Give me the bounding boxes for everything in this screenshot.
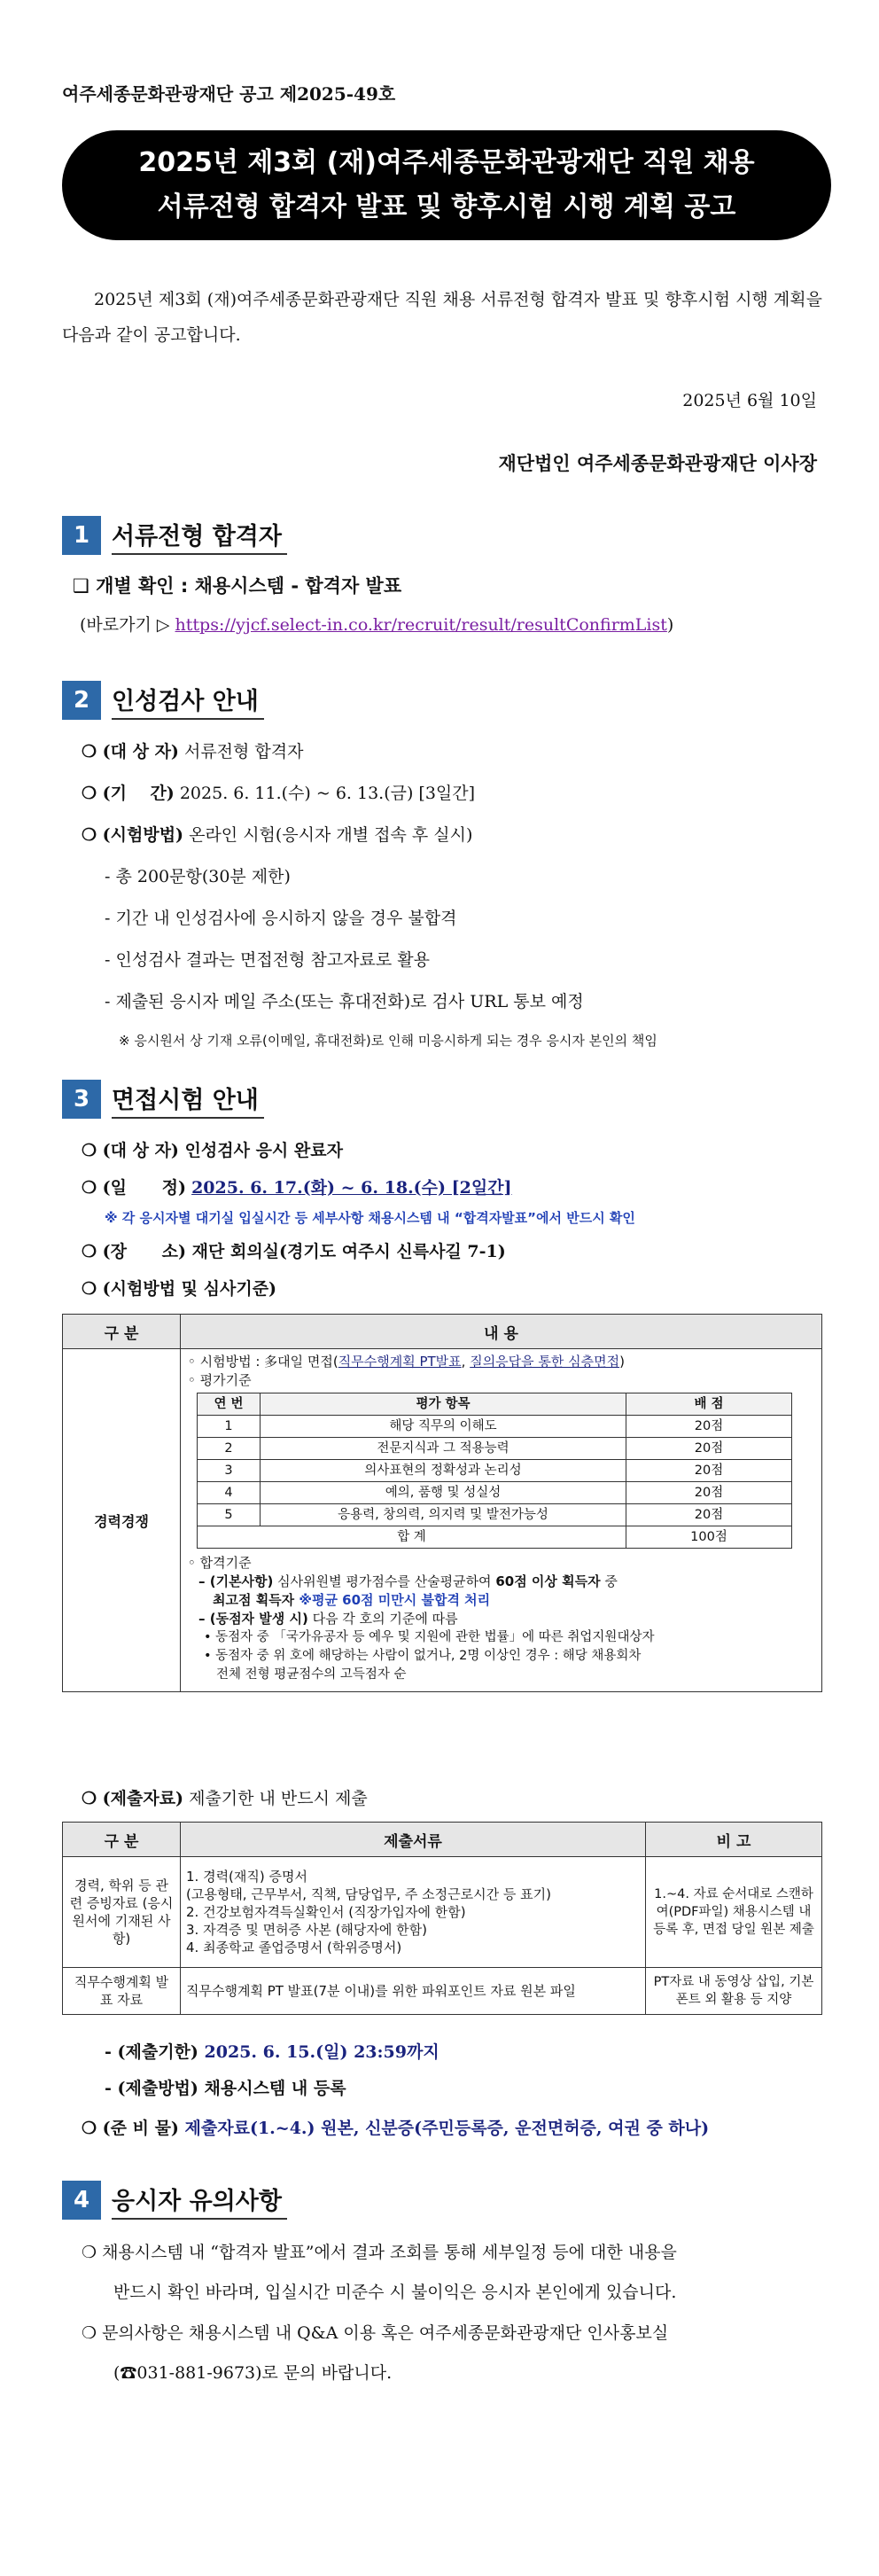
header-category: 구 분 xyxy=(63,1823,181,1857)
interview-method-heading: ❍ (시험방법 및 심사기준) xyxy=(82,1279,277,1299)
value: 인성검사 응시 완료자 xyxy=(178,1141,343,1160)
section-number: 1 xyxy=(62,516,101,555)
test-bullet: - 총 200문항(30분 제한) xyxy=(105,867,291,886)
section-number: 4 xyxy=(62,2181,101,2220)
title-line-1: 2025년 제3회 (재)여주세종문화관광재단 직원 채용 xyxy=(138,147,755,178)
notice-1a: ❍ 채용시스템 내 “합격자 발표”에서 결과 조회를 통해 세부일정 등에 대한 내용을 xyxy=(82,2243,677,2262)
table-row: 2 전문지식과 그 적용능력 20점 xyxy=(198,1438,792,1460)
label: - (제출방법) xyxy=(105,2079,198,2098)
shortcut-line xyxy=(80,612,673,636)
section-4-heading xyxy=(62,2181,287,2220)
interview-date-note: ※ 각 응시자별 대기실 입실시간 등 세부사항 채용시스템 내 “합격자발표”에서 반드시 확인 xyxy=(105,1210,635,1226)
shortcut-suffix: ) xyxy=(666,615,674,635)
table-row: 4 예의, 품행 및 성실성 20점 xyxy=(198,1482,792,1504)
label: ❍ (기 간) xyxy=(82,784,175,803)
section-title: 인성검사 안내 xyxy=(112,682,264,720)
notice-1b: 반드시 확인 바라며, 입실시간 미준수 시 불이익은 응시자 본인에게 있습니다. xyxy=(113,2283,677,2302)
section-3-heading xyxy=(62,1080,264,1119)
value: 제출자료(1.~4.) 원본, 신분증(주민등록증, 운전면허증, 여권 중 하나) xyxy=(178,2119,710,2138)
table-row: 5 응용력, 창의력, 의지력 및 발전가능성 20점 xyxy=(198,1504,792,1526)
section-title: 응시자 유의사항 xyxy=(112,2182,287,2220)
submission-table xyxy=(62,1822,822,2015)
value: 제출기한 내 반드시 제출 xyxy=(183,1789,368,1808)
section-2-heading xyxy=(62,681,264,720)
interview-link: 질의응답을 통한 심층면접 xyxy=(470,1354,620,1370)
notice-2a: ❍ 문의사항은 채용시스템 내 Q&A 이용 혹은 여주세종문화관광재단 인사홍보실 xyxy=(82,2323,669,2343)
value: 2025. 6. 17.(화) ~ 6. 18.(수) [2일간] xyxy=(191,1178,512,1198)
label: ❍ (장 소) xyxy=(82,1242,187,1261)
header-category: 구 분 xyxy=(63,1315,181,1349)
interview-table xyxy=(62,1314,822,1692)
prep-line xyxy=(82,2115,709,2139)
label: ❍ (일 정) xyxy=(82,1178,187,1198)
section-1-heading xyxy=(62,516,287,555)
method-line: ◦ 시험방법 : 多대일 면접(직무수행계획 PT발표, 질의응답을 통한 심층면접) xyxy=(188,1354,625,1370)
header-note: 비 고 xyxy=(646,1823,822,1857)
section-title: 면접시험 안내 xyxy=(112,1081,264,1119)
label: ❍ (시험방법) xyxy=(82,825,184,845)
test-bullet: - 인성검사 결과는 면접전형 참고자료로 활용 xyxy=(105,950,430,970)
interview-date-line xyxy=(82,1175,512,1198)
announcement-number: 여주세종문화관광재단 공고 제2025-49호 xyxy=(62,83,396,105)
table-row: 경력, 학위 등 관련 증빙자료 (응시원서에 기재된 사항) 1. 경력(재직) 증명서 (고용형태, 근무부서, 직책, 담당업무, 주 소정근로시간 등 표기) 2. 건강보험자격득실확인서 (직장가입자에 한함) 3. 자격증 및 면허증 사본 (해당자에 한함) 4. 최종학교 졸업증명서 (학위증명서) 1.~4. 자료 순서대로 스캔하여(PDF파일) 채용시스템 내 등록 후, 면접 당일 원본 제출 xyxy=(63,1857,822,1968)
title-banner xyxy=(62,130,831,240)
table-row: 1 해당 직무의 이해도 20점 xyxy=(198,1416,792,1438)
label: ❍ (제출자료) xyxy=(82,1789,184,1808)
section-number: 3 xyxy=(62,1080,101,1119)
shortcut-prefix: (바로가기 ▷ xyxy=(80,615,175,635)
pass-title: ◦ 합격기준 xyxy=(188,1555,252,1571)
pass-tie-bullet-2: • 동점자 중 위 호에 해당하는 사람이 없거나, 2명 이상인 경우 : 해당 채용회차 xyxy=(204,1649,642,1663)
result-link[interactable]: https://yjcf.select-in.co.kr/recruit/result/resultConfirmList xyxy=(175,615,667,635)
test-period-line xyxy=(82,780,475,804)
table-row: 3 의사표현의 정확성과 논리성 20점 xyxy=(198,1460,792,1482)
interview-target-line xyxy=(82,1137,343,1161)
section-title: 서류전형 합격자 xyxy=(112,517,287,555)
deadline-line xyxy=(105,2039,440,2063)
table-row: 직무수행계획 발표 자료 직무수행계획 PT 발표(7분 이내)를 위한 파워포인트 자료 원본 파일 PT자료 내 동영상 삽입, 기본폰트 외 활용 등 지양 xyxy=(63,1968,822,2015)
test-note: ※ 응시원서 상 기재 오류(이메일, 휴대전화)로 인해 미응시하게 되는 경우 응시자 본인의 책임 xyxy=(119,1033,657,1049)
header-docs: 제출서류 xyxy=(181,1823,646,1857)
label: ❍ (대 상 자) xyxy=(82,1141,179,1160)
value: 채용시스템 내 등록 xyxy=(198,2079,346,2098)
value: 재단 회의실(경기도 여주시 신륵사길 7-1) xyxy=(186,1242,506,1261)
pass-tie-bullet-1: • 동점자 중 「국가유공자 등 예우 및 지원에 관한 법률」에 따른 취업지원대상자 xyxy=(204,1630,655,1644)
pass-basic: – (기본사항) 심사위원별 평가점수를 산술평균하여 60점 이상 획득자 중 xyxy=(198,1573,618,1589)
value: 서류전형 합격자 xyxy=(178,742,304,761)
submit-method-line xyxy=(105,2075,346,2099)
interview-place-line xyxy=(82,1238,506,1262)
test-target-line xyxy=(82,738,303,762)
content-cell xyxy=(181,1349,822,1692)
notice-2b: (☎031-881-9673)로 문의 바랍니다. xyxy=(113,2363,393,2383)
test-bullet: - 제출된 응시자 메일 주소(또는 휴대전화)로 검사 URL 통보 예정 xyxy=(105,992,584,1011)
intro-paragraph: 2025년 제3회 (재)여주세종문화관광재단 직원 채용 서류전형 합격자 발표 및 향후시험 시행 계획을 다음과 같이 공고합니다. xyxy=(62,290,822,345)
docs-cell: 1. 경력(재직) 증명서 (고용형태, 근무부서, 직책, 담당업무, 주 소정근로시간 등 표기) 2. 건강보험자격득실확인서 (직장가입자에 한함) 3. 자격증 및 면허증 사본 (해당자에 한함) 4. 최종학교 졸업증명서 (학위증명서) xyxy=(181,1857,646,1968)
category-cell: 경력경쟁 xyxy=(63,1349,181,1692)
total-row: 합 계 100점 xyxy=(198,1526,792,1549)
value: 2025. 6. 15.(일) 23:59까지 xyxy=(198,2042,440,2062)
title-line-2: 서류전형 합격자 발표 및 향후시험 시행 계획 공고 xyxy=(157,191,736,222)
result-check-line: ❑ 개별 확인 : 채용시스템 - 합격자 발표 xyxy=(73,575,402,597)
submit-line xyxy=(82,1785,368,1809)
criteria-title: ◦ 평가기준 xyxy=(188,1372,252,1388)
test-method-line xyxy=(82,822,472,846)
header-content: 내 용 xyxy=(181,1315,822,1349)
pt-link: 직무수행계획 PT발표 xyxy=(338,1354,462,1370)
label: ❍ (대 상 자) xyxy=(82,742,179,761)
announcement-date: 2025년 6월 10일 xyxy=(682,391,817,410)
signer: 재단법인 여주세종문화관광재단 이사장 xyxy=(498,452,817,474)
pass-tie: – (동점자 발생 시) 다음 각 호의 기준에 따름 xyxy=(198,1611,458,1627)
value: 2025. 6. 11.(수) ~ 6. 13.(금) [3일간] xyxy=(174,784,476,803)
inner-head-score: 배 점 xyxy=(626,1393,792,1416)
value: 온라인 시험(응시자 개별 접속 후 실시) xyxy=(183,825,473,845)
label: - (제출기한) xyxy=(105,2042,198,2062)
test-bullet: - 기간 내 인성검사에 응시하지 않을 경우 불합격 xyxy=(105,909,457,928)
pass-tie-bullet-2b: 전체 전형 평균점수의 고득점자 순 xyxy=(216,1667,407,1682)
label: ❍ (준 비 물) xyxy=(82,2119,179,2138)
inner-head-no: 연 번 xyxy=(198,1393,261,1416)
inner-head-item: 평가 항목 xyxy=(261,1393,626,1416)
section-number: 2 xyxy=(62,681,101,720)
pass-basic-2: 최고점 획득자 ※평균 60점 미만시 불합격 처리 xyxy=(213,1592,491,1608)
criteria-table xyxy=(197,1393,792,1549)
